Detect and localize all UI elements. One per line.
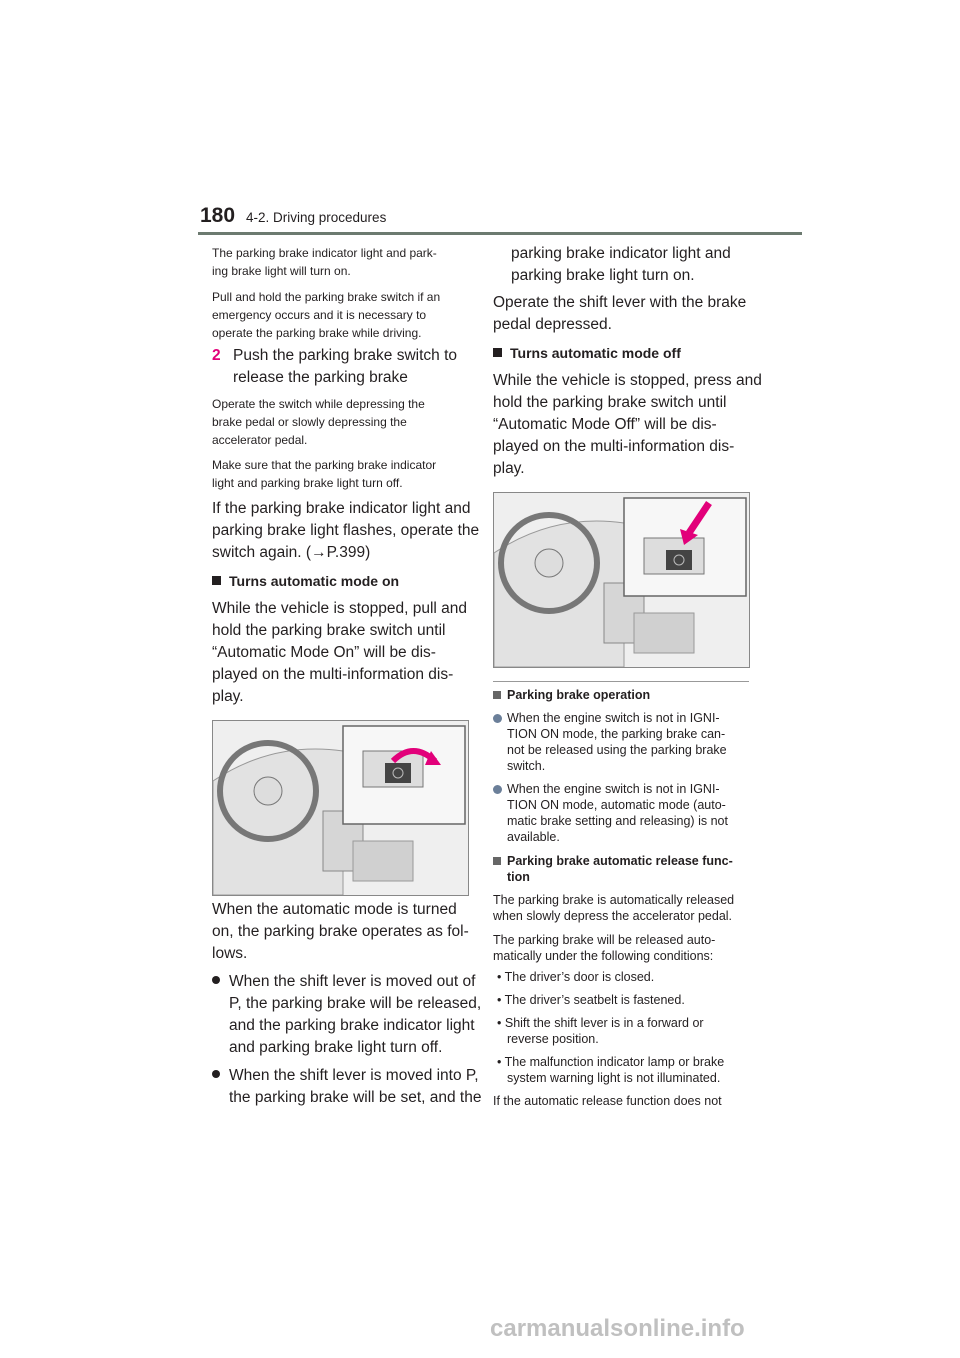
step-2 [212,345,221,367]
page-number: 180 [200,204,236,227]
note-dot-1 [493,710,508,726]
right-para-2: While the vehicle is stopped, press and hold the parking brake switch until “Automatic Mode Off” will be dis- played on the multi-information dis- play. [493,372,762,477]
note-heading-2-cont: tion [507,870,530,884]
note-para-2: The parking brake will be released auto- matically under the following conditions: [493,933,716,963]
left-para-2: Pull and hold the parking brake switch if an emergency occurs and it is necessary to operate the parking brake while driving. [212,290,441,340]
circle-bullet-icon [493,785,502,794]
dashboard-illustration [494,493,749,667]
figure-pull-switch [212,720,469,896]
note-list-4: • The malfunction indicator lamp or brake system warning light is not illuminated. [497,1055,725,1085]
dashboard-illustration [213,721,468,895]
bullet-1-text: When the shift lever is moved out of P, the parking brake will be released, and the parking brake indicator light and parking brake light turn off. [229,973,482,1056]
figure-press-switch [493,492,750,668]
note-heading-2: Parking brake automatic release func- [493,853,733,869]
step-number: 2 [212,347,221,364]
left-para-6: While the vehicle is stopped, pull and hold the parking brake switch until “Automatic Mode On” will be dis- played on the multi-information dis- play. [212,600,468,705]
left-para-5: If the parking brake indicator light and parking brake light flashes, operate the switch again. (→P.399) [212,500,480,561]
square-bullet-icon [493,691,501,699]
note-dot-1-text: When the engine switch is not in IGNI- TION ON mode, the parking brake can- not be released using the parking brake switch. [507,711,727,773]
bullet-icon [212,976,220,984]
square-bullet-icon [493,348,502,357]
note-para-3: If the automatic release function does not [493,1094,722,1108]
note-para-1: The parking brake is automatically released when slowly depress the accelerator pedal. [493,893,735,923]
bullet-1 [212,971,230,993]
note-heading-1: Parking brake operation [493,687,650,703]
note-list-1: • The driver’s door is closed. [497,970,655,984]
notes-divider [493,681,749,682]
note-list-3: • Shift the shift lever is in a forward or reverse position. [497,1016,704,1046]
note-dot-2-text: When the engine switch is not in IGNI- TION ON mode, automatic mode (auto- matic brake setting and releasing) is not available. [507,782,728,844]
heading-auto-on: Turns automatic mode on [212,573,399,589]
right-continue: parking brake indicator light and parking brake light turn on. [511,245,731,284]
left-para-1: The parking brake indicator light and park- ing brake light will turn on. [212,246,437,278]
left-para-3: Operate the switch while depressing the brake pedal or slowly depressing the accelerator pedal. [212,397,425,447]
section-title: 4-2. Driving procedures [246,210,387,225]
watermark: carmanualsonline.info [490,1315,745,1342]
bullet-2 [212,1065,230,1087]
left-para-7: When the automatic mode is turned on, the parking brake operates as fol- lows. [212,901,469,962]
note-list-2: • The driver’s seatbelt is fastened. [497,993,685,1007]
left-para-4: Make sure that the parking brake indicator light and parking brake light turn off. [212,458,437,490]
bullet-2-text: When the shift lever is moved into P, the parking brake will be set, and the [229,1067,482,1106]
header-rule [198,232,802,235]
circle-bullet-icon [493,714,502,723]
note-dot-2 [493,781,508,797]
bullet-icon [212,1070,220,1078]
step-2-text: Push the parking brake switch to release the parking brake [233,347,458,386]
square-bullet-icon [493,857,501,865]
heading-auto-off: Turns automatic mode off [493,345,681,361]
square-bullet-icon [212,576,221,585]
right-para-1: Operate the shift lever with the brake pedal depressed. [493,294,747,333]
